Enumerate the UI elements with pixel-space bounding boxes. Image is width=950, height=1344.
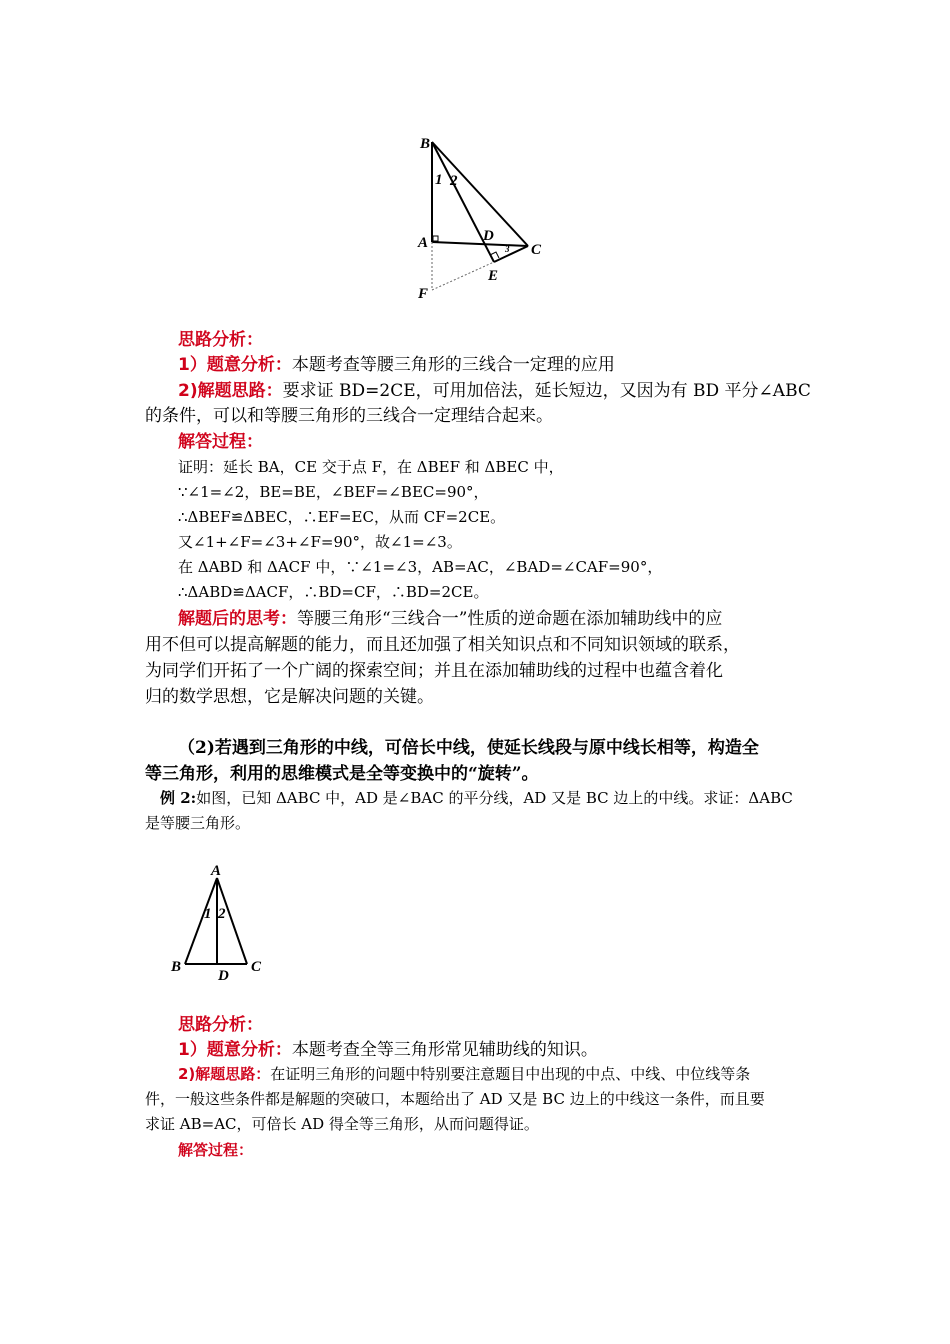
reflection-line-3: 为同学们开拓了一个广阔的探索空间；并且在添加辅助线的过程中也蕴含着化 (145, 661, 723, 681)
segment-CE (494, 246, 528, 262)
label-B: B (171, 959, 182, 975)
intent-label-2: 1）题意分析： (178, 1040, 292, 1060)
reflection-line-2: 用不但可以提高解题的能力，而且还加强了相关知识点和不同知识领域的联系， (145, 635, 740, 655)
approach-line-2-2: 件，一般这些条件都是解题的突破口，本题给出了 AD 又是 BC 边上的中线这一条件，而且要 (145, 1090, 765, 1108)
approach-label: 2)解题思路： (178, 381, 283, 401)
right-angle-mark-A (433, 236, 438, 241)
process-heading-2: 解答过程： (178, 1141, 254, 1159)
intent-label: 1）题意分析： (178, 355, 292, 375)
rule-line-2: 等三角形，利用的思维模式是全等变换中的“旋转”。 (145, 764, 539, 784)
proof-line-4: 又∠1+∠F=∠3+∠F=90°，故∠1=∠3。 (178, 533, 462, 551)
label-D: D (218, 968, 229, 984)
figure-2-triangle (165, 860, 275, 985)
approach-text: 要求证 BD=2CE，可用加倍法，延长短边，又因为有 BD 平分∠ABC (282, 381, 811, 401)
proof-line-5: 在 ΔABD 和 ΔACF 中，∵∠1=∠3，AB=AC，∠BAD=∠CAF=90°， (178, 558, 663, 576)
proof-line-3: ∴ΔBEF≌ΔBEC，∴EF=EC，从而 CF=2CE。 (178, 508, 506, 526)
approach-line-2-3: 求证 AB=AC，可倍长 AD 得全等三角形，从而问题得证。 (145, 1115, 539, 1133)
label-C: C (531, 242, 542, 258)
label-A: A (418, 235, 429, 251)
process-heading: 解答过程： (178, 432, 263, 452)
reflection-line-1 (178, 606, 722, 632)
label-1: 1 (204, 906, 212, 922)
label-D: D (483, 228, 494, 244)
approach-label-2: 2)解题思路： (178, 1065, 271, 1083)
label-E: E (488, 268, 499, 284)
proof-line-1: 证明：延长 BA，CE 交于点 F，在 ΔBEF 和 ΔBEC 中， (178, 458, 564, 476)
intent-line-2 (178, 1037, 598, 1063)
label-A: A (211, 863, 222, 879)
approach-line-2-1 (178, 1062, 750, 1086)
rule-line-1: （2)若遇到三角形的中线，可倍长中线，使延长线段与原中线长相等，构造全 (178, 738, 759, 758)
segment-AB (185, 878, 217, 964)
proof-line-6: ∴ΔABD≌ΔACF，∴BD=CF，∴BD=2CE。 (178, 583, 489, 601)
reflection-text: 等腰三角形“三线合一”性质的逆命题在添加辅助线中的应 (297, 609, 723, 629)
reflection-label: 解题后的思考： (178, 609, 297, 629)
analysis-heading: 思路分析： (178, 330, 263, 350)
label-2: 2 (450, 173, 458, 189)
example-line-2: 是等腰三角形。 (145, 814, 251, 832)
approach-line-1 (178, 378, 811, 404)
figure-1-triangle (410, 130, 560, 305)
example-line-1 (160, 786, 793, 810)
label-2: 2 (218, 906, 226, 922)
example-label: 例 2: (160, 789, 197, 807)
approach-line-2: 的条件，可以和等腰三角形的三线合一定理结合起来。 (145, 406, 553, 426)
intent-text-2: 本题考查全等三角形常见辅助线的知识。 (291, 1040, 598, 1060)
segment-AC (432, 242, 528, 246)
label-C: C (251, 959, 262, 975)
label-B: B (420, 136, 431, 152)
approach-text-2: 在证明三角形的问题中特别要注意题目中出现的中点、中线、中位线等条 (270, 1065, 751, 1083)
label-1: 1 (435, 172, 443, 188)
intent-line (178, 352, 615, 378)
proof-line-2: ∵∠1=∠2，BE=BE，∠BEF=∠BEC=90°， (178, 483, 489, 501)
label-F: F (418, 286, 429, 302)
intent-text: 本题考查等腰三角形的三线合一定理的应用 (291, 355, 615, 375)
segment-FE-dashed (432, 262, 494, 290)
example-text: 如图，已知 ΔABC 中，AD 是∠BAC 的平分线，AD 又是 BC 边上的中线。求证：ΔABC (196, 789, 793, 807)
analysis-heading-2: 思路分析： (178, 1015, 263, 1035)
reflection-line-4: 归的数学思想，它是解决问题的关键。 (145, 687, 434, 707)
label-3: 3 (505, 244, 510, 254)
segment-BC (432, 142, 528, 246)
